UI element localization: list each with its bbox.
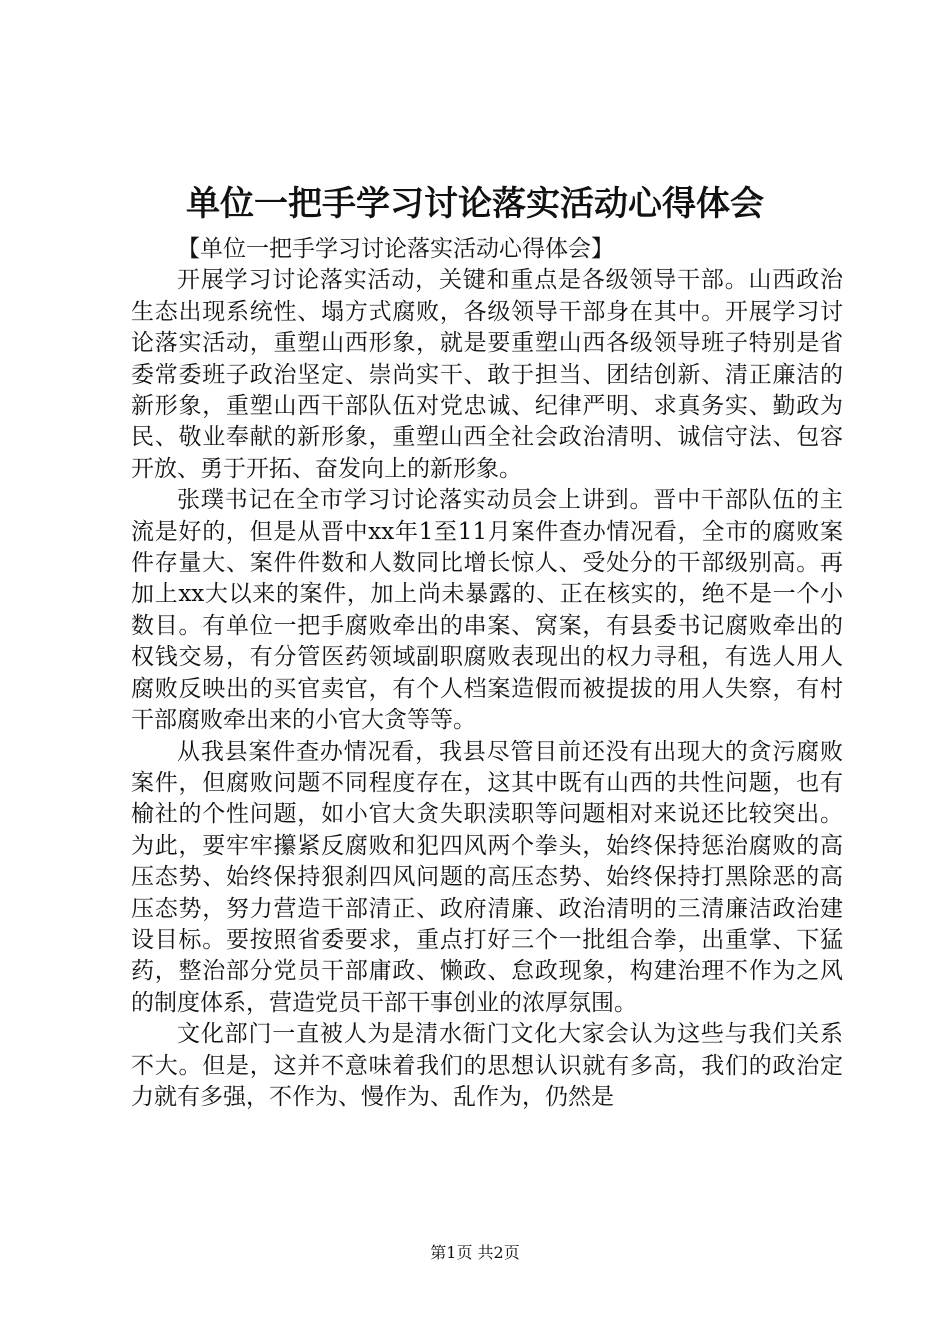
paragraph-2: 张璞书记在全市学习讨论落实动员会上讲到。晋中干部队伍的主流是好的，但是从晋中xx年1至11月案件查办情况看，全市的腐败案件存量大、案件件数和人数同比增长惊人、受处分的干部级别高。再加上xx大以来的案件，加上尚未暴露的、正在核实的，绝不是一个小数目。有单位一把手腐败牵出的串案、窝案，有县委书记腐败牵出的权钱交易，有分管医药领域副职腐败表现出的权力寻租，有选人用人腐败反映出的买官卖官，有个人档案造假而被提拔的用人失察，有村干部腐败牵出来的小官大贪等等。 (131, 487, 843, 734)
page-footer: 第1页 共2页 (430, 1243, 520, 1262)
paragraph-1: 开展学习讨论落实活动，关键和重点是各级领导干部。山西政治生态出现系统性、塌方式腐败，各级领导干部身在其中。开展学习讨论落实活动，重塑山西形象，就是要重塑山西各级领导班子特别是省委常委班子政治坚定、崇尚实干、敢于担当、团结创新、清正廉洁的新形象，重塑山西干部队伍对党忠诚、纪律严明、求真务实、勤政为民、敬业奉献的新形象，重塑山西全社会政治清明、诚信守法、包容开放、勇于开拓、奋发向上的新形象。 (131, 267, 843, 482)
document-body (131, 234, 843, 1113)
document-title: 单位一把手学习讨论落实活动心得体会 (186, 184, 764, 224)
paragraph-3: 从我县案件查办情况看，我县尽管目前还没有出现大的贪污腐败案件，但腐败问题不同程度存在，这其中既有山西的共性问题，也有榆社的个性问题，如小官大贪失职渎职等问题相对来说还比较突出。为此，要牢牢攥紧反腐败和犯四风两个拳头，始终保持惩治腐败的高压态势、始终保持狠刹四风问题的高压态势、始终保持打黑除恶的高压态势，努力营造干部清正、政府清廉、政治清明的三清廉洁政治建设目标。要按照省委要求，重点打好三个一批组合拳，出重掌、下猛药，整治部分党员干部庸政、懒政、怠政现象，构建治理不作为之风的制度体系，营造党员干部干事创业的浓厚氛围。 (131, 738, 843, 1016)
document-subtitle: 【单位一把手学习讨论落实活动心得体会】 (177, 236, 614, 262)
paragraph-4: 文化部门一直被人为是清水衙门文化大家会认为这些与我们关系不大。但是，这并不意味着我们的思想认识就有多高，我们的政治定力就有多强，不作为、慢作为、乱作为，仍然是 (131, 1021, 843, 1110)
